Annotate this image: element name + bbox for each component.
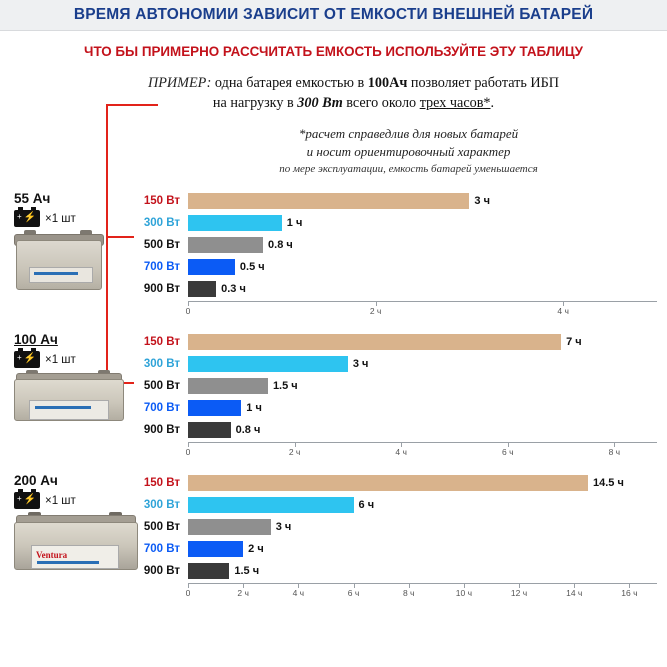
bar	[188, 400, 241, 416]
example-block	[0, 73, 667, 113]
bar	[188, 237, 263, 253]
bar	[188, 422, 231, 438]
bar-track	[188, 561, 657, 581]
bar-value-label: 0.5 ч	[239, 261, 265, 274]
power-label: 150 Вт	[143, 477, 180, 490]
chart-row	[132, 398, 657, 418]
example-text-a: одна батарея емкостью в	[214, 75, 368, 91]
battery-capacity: 55 Ач	[14, 191, 51, 207]
axis-tick-label: 6 ч	[502, 447, 514, 458]
axis-tick-label: 16 ч	[621, 588, 638, 599]
bar-track	[188, 191, 657, 211]
bar-track	[188, 398, 657, 418]
example-load: 300 Вт	[297, 95, 343, 112]
bar-value-label: 3 ч	[352, 358, 369, 371]
battery-photo-55	[14, 230, 102, 290]
bar	[188, 541, 243, 557]
battery-quantity: ×1 шт	[45, 353, 76, 366]
chart-row	[132, 561, 657, 581]
bar	[188, 563, 229, 579]
chart-row	[132, 473, 657, 493]
chart-row	[132, 354, 657, 374]
example-label: ПРИМЕР:	[147, 75, 212, 91]
example-text-c: позволяет работать ИБП	[407, 75, 559, 91]
bar-track	[188, 473, 657, 493]
battery-section	[0, 191, 667, 318]
power-label: 700 Вт	[143, 261, 180, 274]
power-label: 900 Вт	[143, 565, 180, 578]
axis-tick-label: 8 ч	[608, 447, 621, 458]
example-text-f: .	[490, 95, 495, 112]
chart-row	[132, 191, 657, 211]
bar-value-label: 7 ч	[566, 336, 582, 349]
page-subtitle: ЧТО БЫ ПРИМЕРНО РАССЧИТАТЬ ЕМКОСТЬ ИСПОЛЬЗУЙТЕ ЭТУ ТАБЛИЦУ	[84, 44, 583, 59]
battery-section	[0, 473, 667, 600]
power-label: 500 Вт	[143, 380, 180, 393]
battery-capacity: 100 Ач	[14, 332, 58, 348]
axis-tick-label: 8 ч	[402, 588, 415, 599]
bar-track	[188, 213, 657, 233]
bar-value-label: 14.5 ч	[593, 477, 624, 490]
bar	[188, 356, 348, 372]
power-label: 300 Вт	[143, 499, 180, 512]
bar-chart	[132, 332, 667, 459]
bar-value-label: 2 ч	[248, 543, 264, 556]
connector-top	[106, 104, 158, 106]
bar-track	[188, 376, 657, 396]
bar-value-label: 0.8 ч	[235, 424, 261, 437]
battery-quantity: ×1 шт	[45, 494, 76, 507]
bar-value-label: 6 ч	[358, 499, 375, 512]
axis-tick-label: 2 ч	[369, 306, 382, 317]
axis-tick-label: 12 ч	[510, 588, 528, 599]
bar-value-label: 3 ч	[275, 521, 292, 534]
bar	[188, 215, 282, 231]
axis-tick-label: 0	[185, 447, 191, 458]
sections-container	[0, 191, 667, 614]
power-label: 300 Вт	[143, 217, 180, 230]
battery-quantity-row	[14, 351, 132, 368]
power-label: 150 Вт	[143, 336, 180, 349]
axis-tick-label: 4 ч	[395, 447, 407, 458]
bar-value-label: 1 ч	[286, 217, 303, 230]
battery-info	[0, 473, 132, 568]
note-block	[0, 125, 667, 175]
battery-quantity: ×1 шт	[45, 212, 76, 225]
axis-tick-label: 2 ч	[288, 447, 301, 458]
bar-chart	[132, 191, 667, 318]
example-text-e: всего около	[342, 95, 420, 112]
bar-track	[188, 257, 657, 277]
bar-value-label: 0.8 ч	[268, 239, 293, 252]
example-text-d: на нагрузку в	[212, 95, 298, 112]
power-label: 300 Вт	[143, 358, 180, 371]
bar-value-label: 1.5 ч	[272, 380, 298, 393]
bar	[188, 519, 271, 535]
bar	[188, 281, 216, 297]
example-line-1	[58, 73, 649, 93]
bar	[188, 193, 469, 209]
axis-tick-label: 0	[185, 588, 191, 599]
battery-quantity-row	[14, 210, 132, 227]
bar	[188, 475, 588, 491]
bar-value-label: 0.3 ч	[221, 283, 246, 296]
page-title: ВРЕМЯ АВТОНОМИИ ЗАВИСИТ ОТ ЕМКОСТИ ВНЕШНЕЙ БАТАРЕЙ	[73, 6, 594, 23]
axis-tick-label: 2 ч	[237, 588, 249, 599]
page-title-bar	[0, 0, 667, 31]
chart-row	[132, 495, 657, 515]
chart-row	[132, 332, 657, 352]
bar-value-label: 1 ч	[246, 402, 262, 415]
bar	[188, 497, 354, 513]
battery-icon: + ⚡	[14, 492, 40, 509]
axis-tick-label: 0	[185, 306, 191, 317]
chart-row	[132, 279, 657, 299]
chart-row	[132, 257, 657, 277]
chart-row	[132, 517, 657, 537]
power-label: 700 Вт	[143, 402, 180, 415]
battery-quantity-row	[14, 492, 132, 509]
chart-row	[132, 235, 657, 255]
battery-info	[0, 332, 132, 419]
note-line-2: и носит ориентировочный характер	[306, 143, 511, 159]
bar-value-label: 1.5 ч	[234, 565, 260, 578]
bar-track	[188, 420, 657, 440]
bar-track	[188, 279, 657, 299]
battery-photo-200: Ventura	[14, 512, 136, 568]
x-axis	[185, 301, 657, 318]
chart-row	[132, 213, 657, 233]
axis-tick-label: 4 ч	[292, 588, 305, 599]
section-gap	[0, 600, 667, 614]
chart-row	[132, 539, 657, 559]
x-axis	[185, 442, 657, 459]
battery-section	[0, 332, 667, 459]
bar-value-label: 3 ч	[474, 195, 490, 208]
axis-tick-label: 6 ч	[347, 588, 360, 599]
power-label: 900 Вт	[143, 283, 180, 296]
chart-row	[132, 376, 657, 396]
bar-chart	[132, 473, 667, 600]
power-label: 150 Вт	[143, 195, 180, 208]
axis-tick-label: 14 ч	[566, 588, 583, 599]
battery-photo-100	[14, 371, 122, 419]
example-capacity: 100Ач	[367, 75, 408, 91]
bar-track	[188, 495, 657, 515]
battery-icon: + ⚡	[14, 351, 40, 368]
note-line-3: по мере эксплуатации, емкость батарей уменьшается	[279, 163, 538, 176]
power-label: 500 Вт	[143, 239, 180, 252]
bar	[188, 378, 268, 394]
bar-track	[188, 235, 657, 255]
axis-tick-label: 10 ч	[455, 588, 472, 599]
note-line-1: *расчет справедлив для новых батарей	[298, 126, 519, 142]
axis-tick-label: 4 ч	[557, 306, 569, 317]
chart-row	[132, 420, 657, 440]
bar	[188, 334, 561, 350]
bar-track	[188, 354, 657, 374]
bar	[188, 259, 235, 275]
power-label: 900 Вт	[143, 424, 180, 437]
battery-capacity: 200 Ач	[14, 473, 58, 489]
power-label: 500 Вт	[143, 521, 180, 534]
section-gap	[0, 459, 667, 473]
section-gap	[0, 318, 667, 332]
bar-track	[188, 539, 657, 559]
x-axis	[185, 583, 657, 600]
bar-track	[188, 517, 657, 537]
example-hours: трех часов*	[419, 95, 491, 112]
battery-info	[0, 191, 132, 290]
power-label: 700 Вт	[143, 543, 180, 556]
bar-track	[188, 332, 657, 352]
battery-icon: + ⚡	[14, 210, 40, 227]
